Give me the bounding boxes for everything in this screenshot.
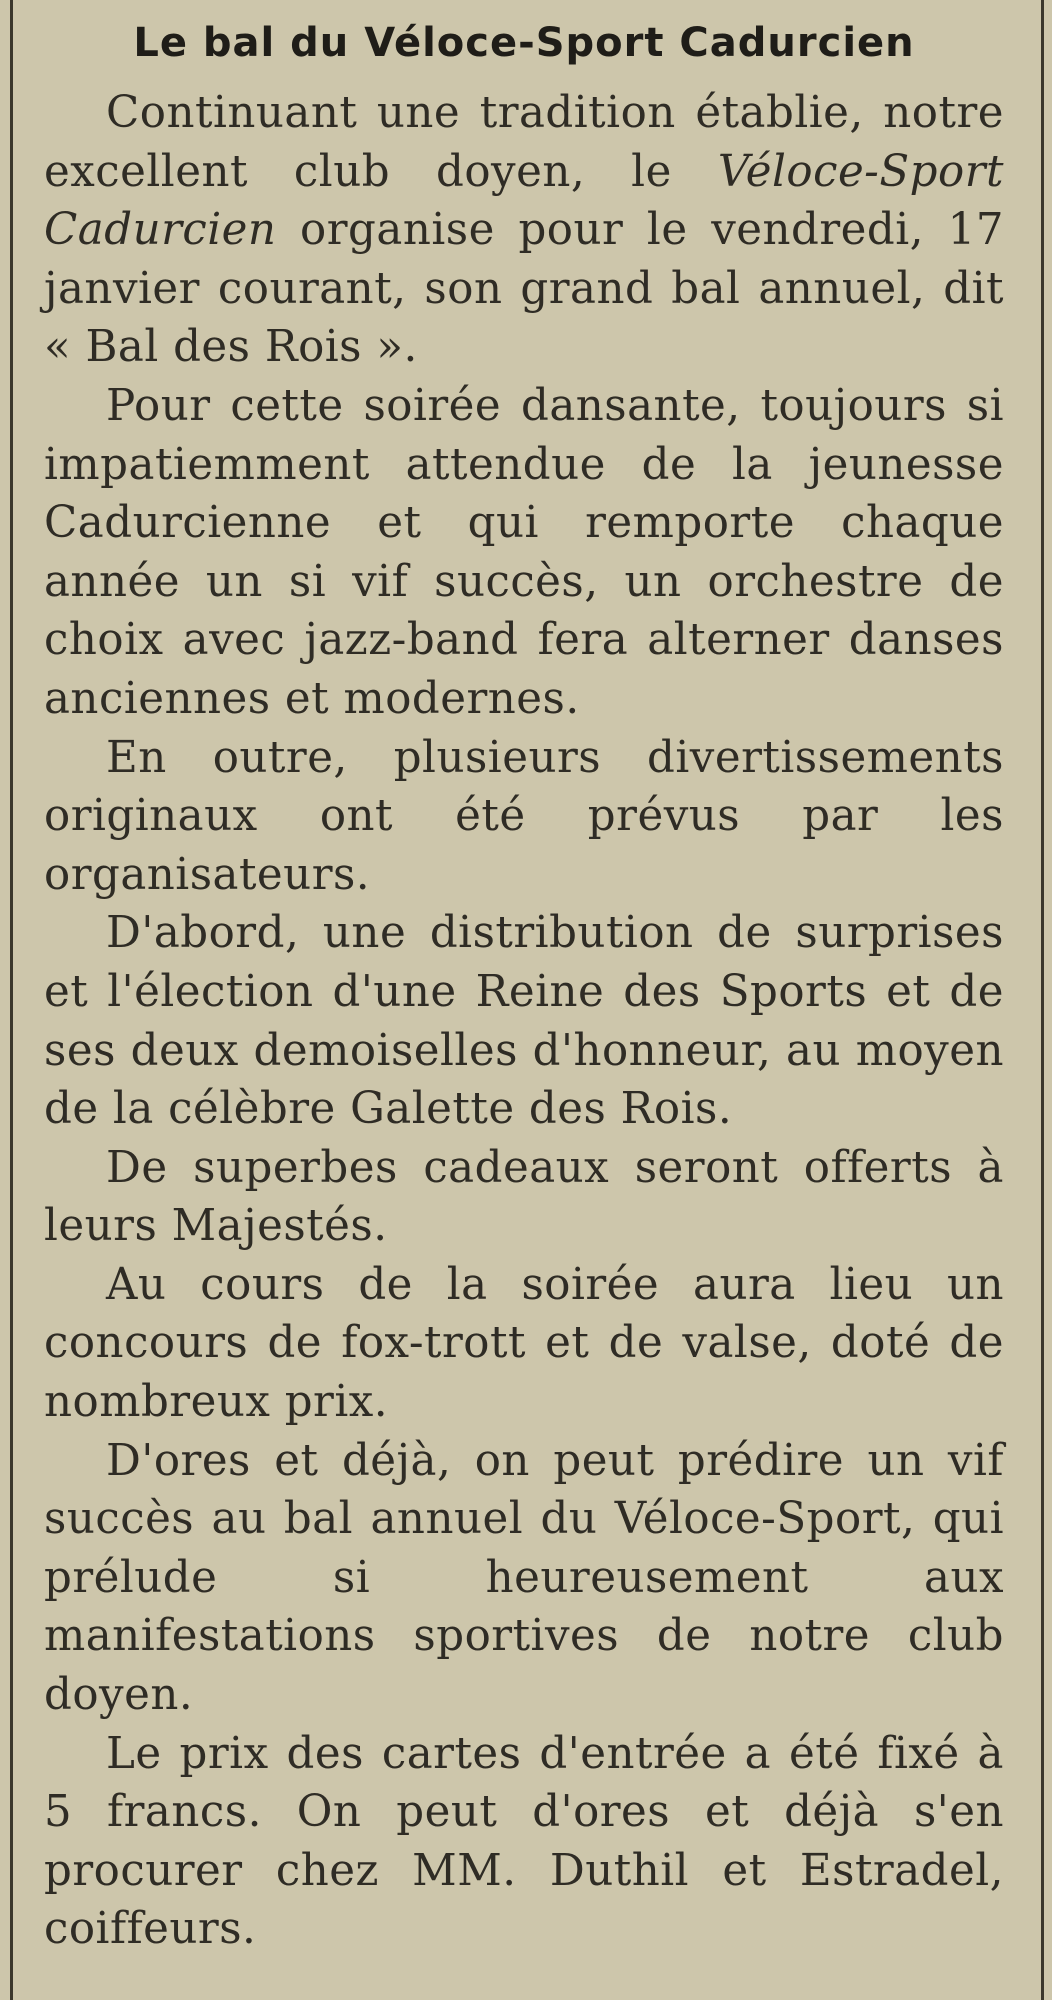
paragraph-1-part-1: Continuant une tradition établie, notre excellent club doyen, le	[44, 88, 1004, 197]
article-body	[44, 84, 1004, 1959]
paragraph-2: Pour cette soirée dansante, toujours si impatiemment attendue de la jeunesse Cadurcienne et qui remporte chaque année un si vif succès, un orchestre de choix avec jazz-band fera alterner danses anciennes et modernes.	[44, 380, 1004, 724]
paragraph-5: De superbes cadeaux seront offerts à leurs Majestés.	[44, 1142, 1004, 1252]
column-rule-right	[1041, 0, 1044, 2000]
paragraph-1-part-3: organise pour le vendredi, 17 janvier courant, son grand bal annuel, dit « Bal des Rois ».	[44, 205, 1004, 373]
paragraph-1	[44, 84, 1004, 377]
article	[44, 12, 1004, 1959]
paragraph-7: D'ores et déjà, on peut prédire un vif succès au bal annuel du Véloce-Sport, qui prélude si heureusement aux manifestations sportives de notre club doyen.	[44, 1435, 1004, 1721]
article-headline: Le bal du Véloce-Sport Cadurcien	[133, 20, 915, 66]
paragraph-4: D'abord, une distribution de surprises et l'élection d'une Reine des Sports et de ses deux demoiselles d'honneur, au moyen de la célèbre Galette des Rois.	[44, 908, 1004, 1135]
club-name-italic: Véloce-Sport Cadurcien	[44, 146, 1004, 256]
paragraph-6: Au cours de la soirée aura lieu un concours de fox-trott et de valse, doté de nombreux prix.	[44, 1259, 1004, 1428]
paragraph-3: En outre, plusieurs divertissements originaux ont été prévus par les organisateurs.	[44, 732, 1004, 900]
paragraph-8: Le prix des cartes d'entrée a été fixé à 5 francs. On peut d'ores et déjà s'en procurer chez MM. Duthil et Estradel, coiffeurs.	[44, 1728, 1004, 1955]
column-rule-left	[10, 0, 13, 2000]
